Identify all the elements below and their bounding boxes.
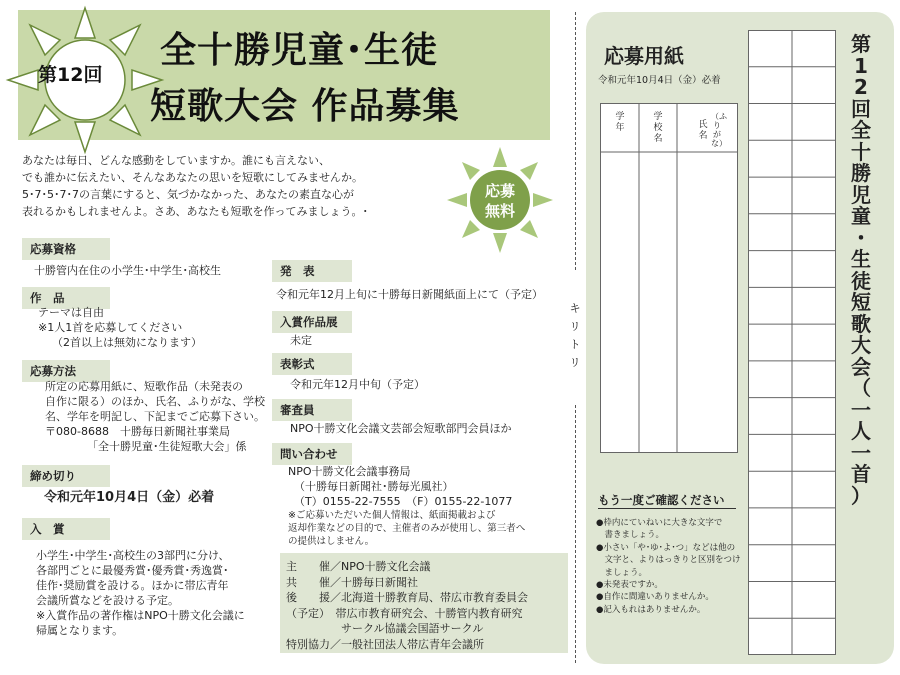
page-title-line1: 全十勝児童･生徒 xyxy=(160,30,439,71)
cut-char: リ xyxy=(569,320,581,333)
vertical-title-char: 徒 xyxy=(851,268,871,293)
cut-line xyxy=(575,405,576,663)
vertical-title-char: 第 xyxy=(851,32,871,56)
ceremony-text: 令和元年12月中旬（予定） xyxy=(290,378,425,391)
free-entry-badge-icon xyxy=(445,145,555,255)
col-school[interactable]: 学校名 xyxy=(653,112,663,144)
intro-line: あなたは毎日、どんな感動をしていますか。誰にも言えない、 xyxy=(22,154,330,167)
sponsor-line: サークル協議会国語サークル xyxy=(286,622,484,635)
sponsor-line: 特別協力／一般社団法人帯広青年会議所 xyxy=(286,637,484,651)
prize-text: 会議所賞などを設ける予定。 xyxy=(36,594,179,607)
prize-text: 各部門ごとに最優秀賞･優秀賞･秀逸賞･ xyxy=(36,564,229,577)
method-text: 自作に限る）のほか、氏名、ふりがな、学校 xyxy=(45,395,265,408)
privacy-note: 返却作業などの目的で、主催者のみが使用し、第三者へ xyxy=(288,523,526,534)
vertical-title-char: 十 xyxy=(851,139,871,164)
method-text: 名、学年を明記し、下記までご応募下さい。 xyxy=(45,410,265,423)
vertical-title-char: 大 xyxy=(851,333,871,357)
vertical-title-char: （ xyxy=(851,376,871,400)
sponsor-line: 主 催／NPO十勝文化会議 xyxy=(286,560,431,573)
vertical-title-char: 童 xyxy=(851,204,871,228)
confirm-divider xyxy=(598,508,736,509)
col-name[interactable]: 氏名 xyxy=(698,120,708,141)
confirm-item: 書きましょう。 xyxy=(596,530,665,541)
entrant-info-table xyxy=(600,103,738,453)
label-judges: 審査員 xyxy=(272,399,352,421)
work-text: （2首以上は無効になります） xyxy=(52,336,202,349)
vertical-title-char: 児 xyxy=(851,182,871,207)
confirm-item: 文字と、よりはっきりと区別をつけ xyxy=(596,555,741,566)
vertical-title-char: 首 xyxy=(851,462,871,486)
sponsor-box xyxy=(280,553,568,653)
prize-text: 帰属となります。 xyxy=(36,624,124,637)
vertical-title-char: 全 xyxy=(851,118,871,142)
tanka-writing-grid[interactable] xyxy=(748,30,836,655)
vertical-title-char: 歌 xyxy=(851,311,871,336)
intro-line: でも誰かに伝えたい、そんなあなたの思いを短歌にしてみませんか。 xyxy=(22,171,363,184)
sponsor-line: 共 催／十勝毎日新聞社 xyxy=(286,575,418,589)
intro-text xyxy=(22,152,442,220)
intro-line: 5･7･5･7･7の言葉にすると、気づかなかった、あなたの素直な心が xyxy=(22,188,354,201)
label-exhibit: 入賞作品展 xyxy=(272,311,352,333)
contact-text: （十勝毎日新聞社･勝毎光風社） xyxy=(294,480,454,493)
form-deadline: 令和元年10月4日（金）必着 xyxy=(598,75,721,86)
label-prize: 入 賞 xyxy=(22,518,110,540)
prize-text: 小学生･中学生･高校生の3部門に分け、 xyxy=(36,549,230,562)
vertical-title-char: 一 xyxy=(851,440,871,465)
cut-char: リ xyxy=(569,356,581,369)
vertical-title-char: ） xyxy=(851,483,871,508)
col-grade[interactable]: 学年 xyxy=(615,112,625,133)
vertical-title-char: 回 xyxy=(851,96,871,121)
cut-line xyxy=(575,12,576,270)
vertical-title-char: 2 xyxy=(854,75,868,99)
vertical-title-char: 一 xyxy=(851,397,871,422)
confirm-list xyxy=(596,517,746,616)
contact-text: NPO十勝文化会議事務局 xyxy=(288,465,411,478)
privacy-note: ※ご応募いただいた個人情報は、紙面掲載および xyxy=(288,510,496,521)
exhibit-text: 未定 xyxy=(290,334,312,347)
vertical-title-char: 勝 xyxy=(851,161,871,185)
eligibility-text: 十勝管内在住の小学生･中学生･高校生 xyxy=(34,264,221,277)
method-text: 〒080-8688 十勝毎日新聞社事業局 xyxy=(45,425,230,438)
cut-char: ト xyxy=(569,338,581,351)
prize-text: 佳作･奨励賞を設ける。ほかに帯広青年 xyxy=(36,579,229,592)
entrant-table-lines xyxy=(601,104,737,452)
vertical-title-char: 生 xyxy=(851,247,871,271)
intro-line: 表れるかもしれませんよ。さあ、あなたも短歌を作ってみましょう。･ xyxy=(22,205,369,218)
col-furigana[interactable]: （ふりがな） xyxy=(711,112,727,148)
confirm-item: ●記入もれはありませんか。 xyxy=(596,604,706,615)
vertical-title-char: 会 xyxy=(851,354,871,379)
cut-char: キ xyxy=(569,302,581,315)
deadline-value: 令和元年10月4日（金）必着 xyxy=(44,490,215,505)
label-work: 作 品 xyxy=(22,287,110,309)
page-title-line2: 短歌大会 作品募集 xyxy=(150,86,460,127)
edition-badge: 第12回 xyxy=(38,64,103,86)
sponsor-line: 後 援／北海道十勝教育局、帯広市教育委員会 xyxy=(286,591,528,604)
label-announce: 発 表 xyxy=(272,260,352,282)
label-ceremony: 表彰式 xyxy=(272,353,352,375)
free-badge-text: 応募 xyxy=(484,182,516,200)
vertical-title-char: ・ xyxy=(851,225,871,250)
confirm-item: ましょう。 xyxy=(596,567,648,578)
vertical-title-char: 短 xyxy=(851,290,871,314)
confirm-item: ●未発表ですか。 xyxy=(596,580,663,591)
method-text: 所定の応募用紙に、短歌作品（未発表の xyxy=(45,380,243,393)
work-text: テーマは自由 xyxy=(38,306,104,319)
form-vertical-title xyxy=(843,34,879,507)
form-title: 応募用紙 xyxy=(604,44,684,68)
work-text: ※1人1首を応募してください xyxy=(38,321,183,334)
vertical-title-char: 1 xyxy=(854,53,868,78)
vertical-title-char: 人 xyxy=(851,419,871,443)
free-badge-text: 無料 xyxy=(484,202,516,220)
prize-text: ※入賞作品の著作権はNPO十勝文化会議に xyxy=(36,609,245,622)
sponsor-line: （予定） 帯広市教育研究会、十勝管内教育研究 xyxy=(286,606,523,620)
confirm-item: ●小さい「や･ゆ･よ･つ」などは他の xyxy=(596,542,736,553)
confirm-item: ●自作に間違いありませんか。 xyxy=(596,592,714,603)
label-deadline: 締め切り xyxy=(22,465,110,487)
cut-here-label xyxy=(567,300,583,372)
method-text: 「全十勝児童･生徒短歌大会」係 xyxy=(87,440,247,453)
label-contact: 問い合わせ xyxy=(272,443,352,465)
confirm-heading: もう一度ご確認ください xyxy=(598,493,725,507)
label-eligibility: 応募資格 xyxy=(22,238,110,260)
label-method: 応募方法 xyxy=(22,360,110,382)
announce-text: 令和元年12月上旬に十勝毎日新聞紙面上にて（予定） xyxy=(276,288,543,301)
contact-text: （T）0155-22-7555 （F）0155-22-1077 xyxy=(294,495,513,508)
confirm-item: ●枠内にていねいに大きな文字で xyxy=(596,518,723,528)
judges-text: NPO十勝文化会議文芸部会短歌部門会員ほか xyxy=(290,422,512,435)
privacy-note: の提供はしません。 xyxy=(288,536,375,547)
